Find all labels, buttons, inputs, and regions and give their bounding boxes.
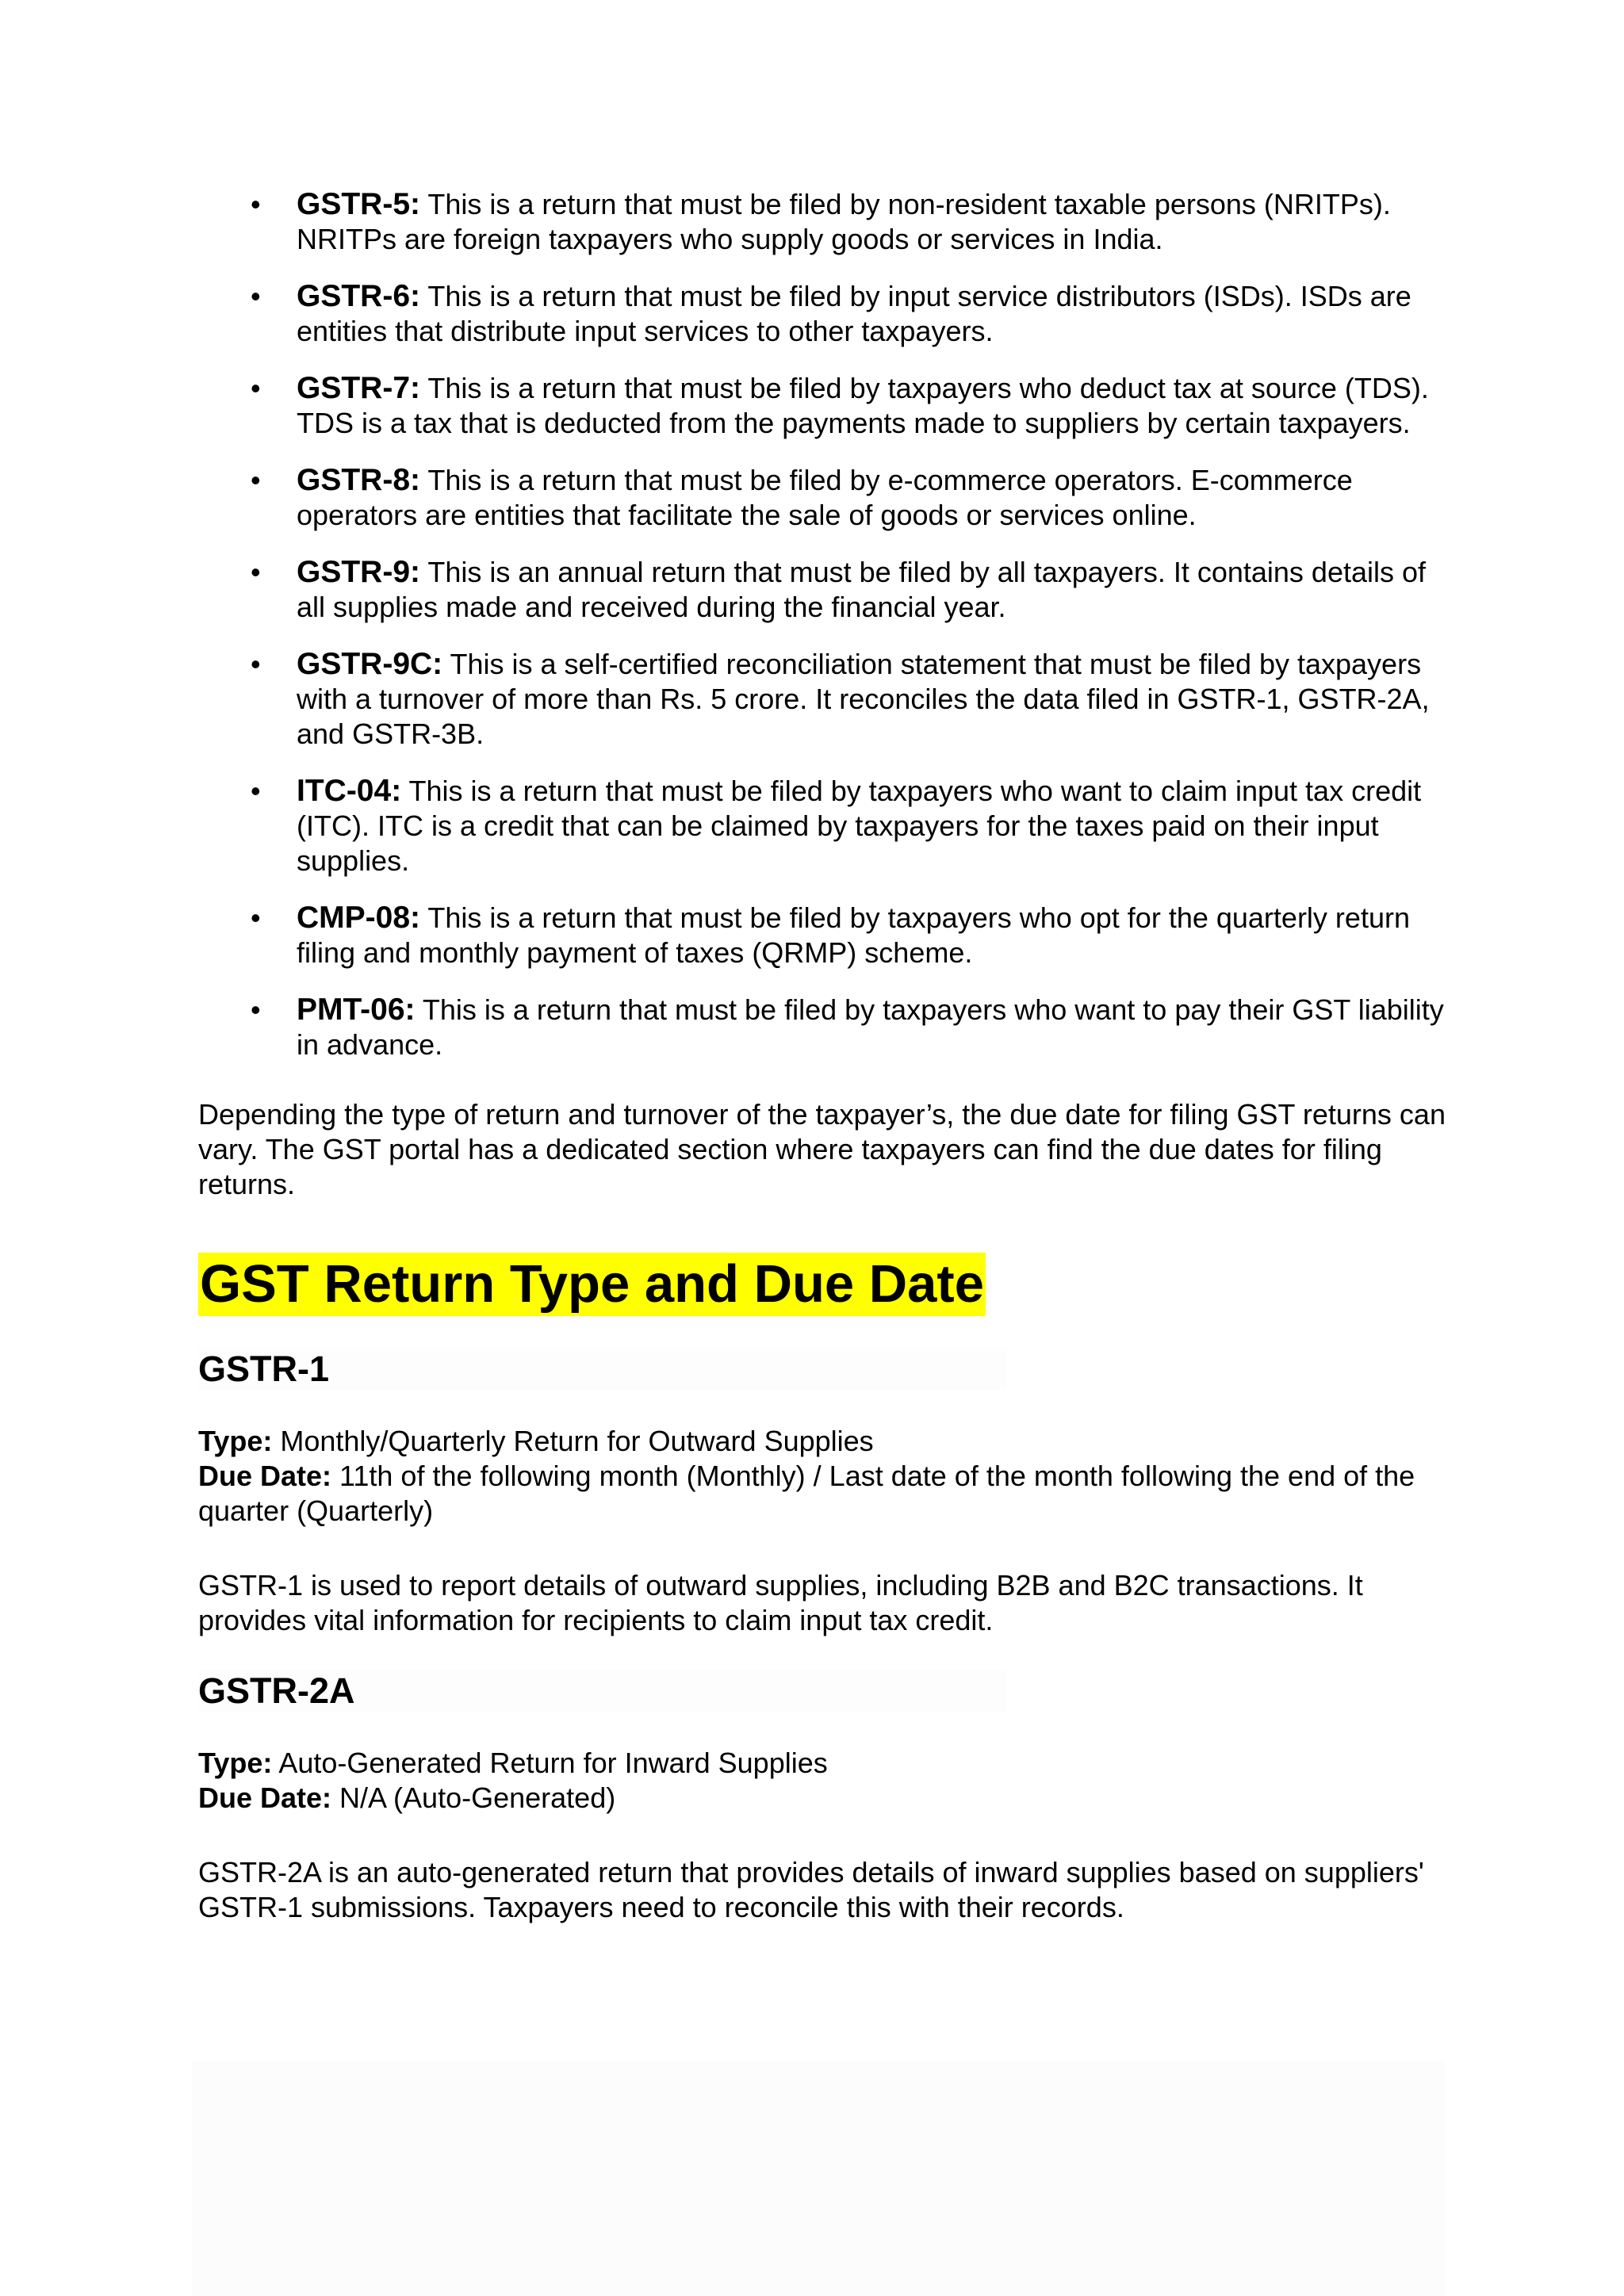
- bullet-icon: •: [251, 280, 261, 312]
- return-section-gstr-1: [198, 1348, 1007, 1391]
- type-value: Auto-Generated Return for Inward Supplies: [272, 1747, 828, 1779]
- type-label: Type:: [198, 1747, 273, 1779]
- list-item-text: This is a return that must be filed by taxpayers who opt for the quarterly return filing and monthly payment of taxes (QRMP) scheme.: [297, 901, 1410, 969]
- page-footer-area: [192, 2061, 1445, 2296]
- section-title: GST Return Type and Due Date: [198, 1253, 986, 1316]
- list-item-term: GSTR-9:: [297, 555, 420, 589]
- list-item-text: This is a return that must be filed by taxpayers who want to claim input tax credit (ITC). ITC is a credit that can be claimed by taxpayers for the taxes paid on their input supplies.: [297, 775, 1422, 877]
- type-value: Monthly/Quarterly Return for Outward Supplies: [272, 1425, 874, 1457]
- list-item-term: CMP-08:: [297, 901, 421, 935]
- gst-return-list: [198, 187, 1451, 1062]
- list-item-term: GSTR-5:: [297, 187, 420, 221]
- type-label: Type:: [198, 1425, 273, 1457]
- list-item: [198, 901, 1451, 970]
- list-item-text: This is a return that must be filed by taxpayers who want to pay their GST liability in advance.: [297, 993, 1444, 1061]
- bullet-icon: •: [251, 648, 261, 680]
- due-date-label: Due Date:: [198, 1460, 332, 1492]
- list-item-text: This is a return that must be filed by input service distributors (ISDs). ISDs are entities that distribute input services to other taxpayers.: [297, 280, 1411, 347]
- list-item-text: This is a self-certified reconciliation statement that must be filed by taxpayers with a turnover of more than Rs. 5 crore. It reconciles the data filed in GSTR-1, GSTR-2A, and GSTR-3B.: [297, 648, 1430, 750]
- return-type-line: [198, 1424, 1451, 1459]
- due-date-value: N/A (Auto-Generated): [331, 1781, 616, 1814]
- list-item-term: GSTR-7:: [297, 371, 420, 405]
- return-heading: GSTR-1: [198, 1349, 330, 1389]
- return-description: GSTR-1 is used to report details of outward supplies, including B2B and B2C transactions. It provides vital information for recipients to claim input tax credit.: [198, 1569, 1363, 1636]
- return-type-line: [198, 1746, 1451, 1781]
- document-page: [198, 187, 1451, 1925]
- due-date-line: [198, 1459, 1451, 1529]
- bullet-icon: •: [251, 901, 261, 934]
- list-item-text: This is an annual return that must be filed by all taxpayers. It contains details of all supplies made and received during the financial year.: [297, 556, 1427, 623]
- list-item-term: PMT-06:: [297, 993, 416, 1027]
- list-item-term: GSTR-8:: [297, 463, 420, 497]
- due-date-line: [198, 1781, 1451, 1816]
- bullet-icon: •: [251, 775, 261, 807]
- list-item-term: GSTR-6:: [297, 279, 420, 313]
- list-item: [198, 993, 1451, 1062]
- due-date-value: 11th of the following month (Monthly) / Last date of the month following the end of the quarter (Quarterly): [198, 1460, 1415, 1527]
- list-item: [198, 463, 1451, 533]
- list-item: [198, 774, 1451, 878]
- list-item: [198, 279, 1451, 349]
- return-meta: [198, 1746, 1451, 1816]
- due-date-label: Due Date:: [198, 1781, 332, 1814]
- bullet-icon: •: [251, 188, 261, 220]
- list-item-text: This is a return that must be filed by taxpayers who deduct tax at source (TDS). TDS is a tax that is deducted from the payments made to suppliers by certain taxpayers.: [297, 372, 1429, 439]
- list-item: [198, 647, 1451, 752]
- return-meta: [198, 1424, 1451, 1529]
- list-item-text: This is a return that must be filed by non-resident taxable persons (NRITPs). NRITPs are foreign taxpayers who supply goods or services in India.: [297, 188, 1391, 255]
- list-item-term: GSTR-9C:: [297, 647, 443, 681]
- bullet-icon: •: [251, 464, 261, 496]
- return-description: GSTR-2A is an auto-generated return that provides details of inward supplies based on suppliers' GSTR-1 submissions. Taxpayers need to reconcile this with their records.: [198, 1856, 1424, 1923]
- intro-paragraph: Depending the type of return and turnover of the taxpayer’s, the due date for filing GST returns can vary. The GST portal has a dedicated section where taxpayers can find the due dates for filing returns.: [198, 1098, 1446, 1200]
- bullet-icon: •: [251, 556, 261, 588]
- list-item-term: ITC-04:: [297, 774, 402, 808]
- list-item: [198, 187, 1451, 257]
- bullet-icon: •: [251, 993, 261, 1026]
- list-item: [198, 371, 1451, 441]
- return-heading: GSTR-2A: [198, 1670, 355, 1711]
- list-item: [198, 555, 1451, 625]
- return-section-gstr-2a: [198, 1670, 1007, 1712]
- list-item-text: This is a return that must be filed by e-commerce operators. E-commerce operators are entities that facilitate the sale of goods or services online.: [297, 464, 1353, 531]
- bullet-icon: •: [251, 372, 261, 404]
